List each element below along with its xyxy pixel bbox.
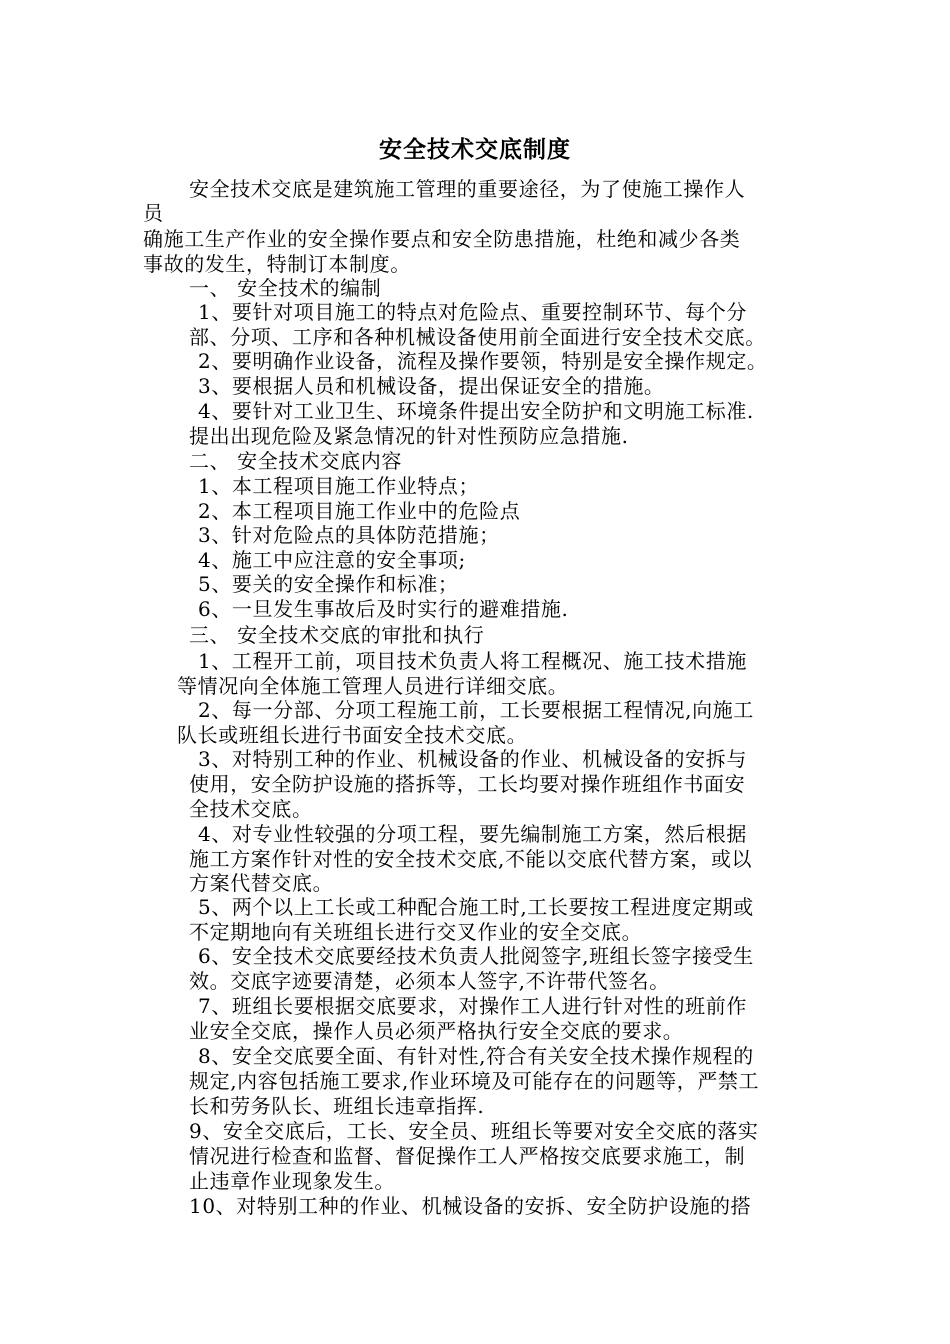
text-line: 6、安全技术交底要经技术负责人批阅签字,班组长签字接受生 (198, 944, 754, 968)
text-line: 5、两个以上工长或工种配合施工时,工长要按工程进度定期或 (198, 895, 754, 919)
text-line: 5、要关的安全操作和标准； (198, 572, 459, 596)
text-line: 提出出现危险及紧急情况的针对性预防应急措施. (189, 424, 629, 448)
text-line: 6、一旦发生事故后及时实行的避难措施. (198, 597, 569, 621)
text-line: 1、要针对项目施工的特点对危险点、重要控制环节、每个分 (198, 300, 747, 324)
text-line: 2、本工程项目施工作业中的危险点 (198, 499, 521, 523)
text-line: 4、施工中应注意的安全事项; (198, 548, 466, 572)
text-line: 4、要针对工业卫生、环境条件提出安全防护和文明施工标准. (198, 399, 754, 423)
text-line: 1、本工程项目施工作业特点； (198, 474, 480, 498)
section-heading: 二、 安全技术交底内容 (189, 449, 402, 473)
text-line: 长和劳务队长、班组长违章指挥. (189, 1094, 485, 1118)
text-line: 等情况向全体施工管理人员进行详细交底。 (177, 674, 569, 698)
text-line: 7、班组长要根据交底要求，对操作工人进行针对性的班前作 (198, 994, 747, 1018)
text-line: 事故的发生，特制订本制度。 (143, 252, 411, 276)
text-line: 10、对特别工种的作业、机械设备的安拆、安全防护设施的搭 (189, 1194, 752, 1218)
text-line: 员 (143, 201, 164, 225)
text-line: 部、分项、工序和各种机械设备使用前全面进行安全技术交底。 (189, 325, 766, 349)
text-line: 队长或班组长进行书面安全技术交底。 (177, 723, 528, 747)
text-line: 2、要明确作业设备，流程及操作要领，特别是安全操作规定。 (198, 349, 768, 373)
text-line: 效。交底字迹要清楚，必须本人签字,不许带代签名。 (189, 969, 670, 993)
text-line: 情况进行检查和监督、督促操作工人严格按交底要求施工，制 (189, 1144, 746, 1168)
text-line: 规定,内容包括施工要求,作业环境及可能存在的问题等，严禁工 (189, 1069, 760, 1093)
text-line: 确施工生产作业的安全操作要点和安全防患措施，杜绝和减少各类 (143, 227, 741, 251)
document-title: 安全技术交底制度 (379, 136, 571, 163)
text-line: 全技术交底。 (189, 797, 313, 821)
text-line: 方案代替交底。 (189, 871, 334, 895)
text-line: 4、对专业性较强的分项工程，要先编制施工方案，然后根据 (198, 822, 747, 846)
text-line: 安全技术交底是建筑施工管理的重要途径，为了使施工操作人 (189, 177, 746, 201)
text-line: 3、针对危险点的具体防范措施； (198, 523, 500, 547)
text-line: 业安全交底，操作人员必须严格执行安全交底的要求。 (189, 1019, 684, 1043)
section-heading: 一、 安全技术的编制 (189, 276, 382, 300)
text-line: 施工方案作针对性的安全技术交底,不能以交底代替方案，或以 (189, 847, 753, 871)
text-line: 9、安全交底后，工长、安全员、班组长等要对安全交底的落实 (189, 1119, 759, 1143)
section-heading: 三、 安全技术交底的审批和执行 (189, 623, 485, 647)
text-line: 3、要根据人员和机械设备，提出保证安全的措施。 (198, 374, 665, 398)
text-line: 3、对特别工种的作业、机械设备的作业、机械设备的安拆与 (198, 747, 747, 771)
text-line: 8、安全交底要全面、有针对性,符合有关安全技术操作规程的 (198, 1044, 754, 1068)
text-line: 不定期地向有关班组长进行交叉作业的安全交底。 (189, 920, 643, 944)
text-line: 止违章作业现象发生。 (189, 1169, 395, 1193)
text-line: 2、每一分部、分项工程施工前，工长要根据工程情况,向施工 (198, 698, 754, 722)
text-line: 1、工程开工前，项目技术负责人将工程概况、施工技术措施 (198, 649, 747, 673)
text-line: 使用，安全防护设施的搭拆等，工长均要对操作班组作书面安 (189, 772, 746, 796)
